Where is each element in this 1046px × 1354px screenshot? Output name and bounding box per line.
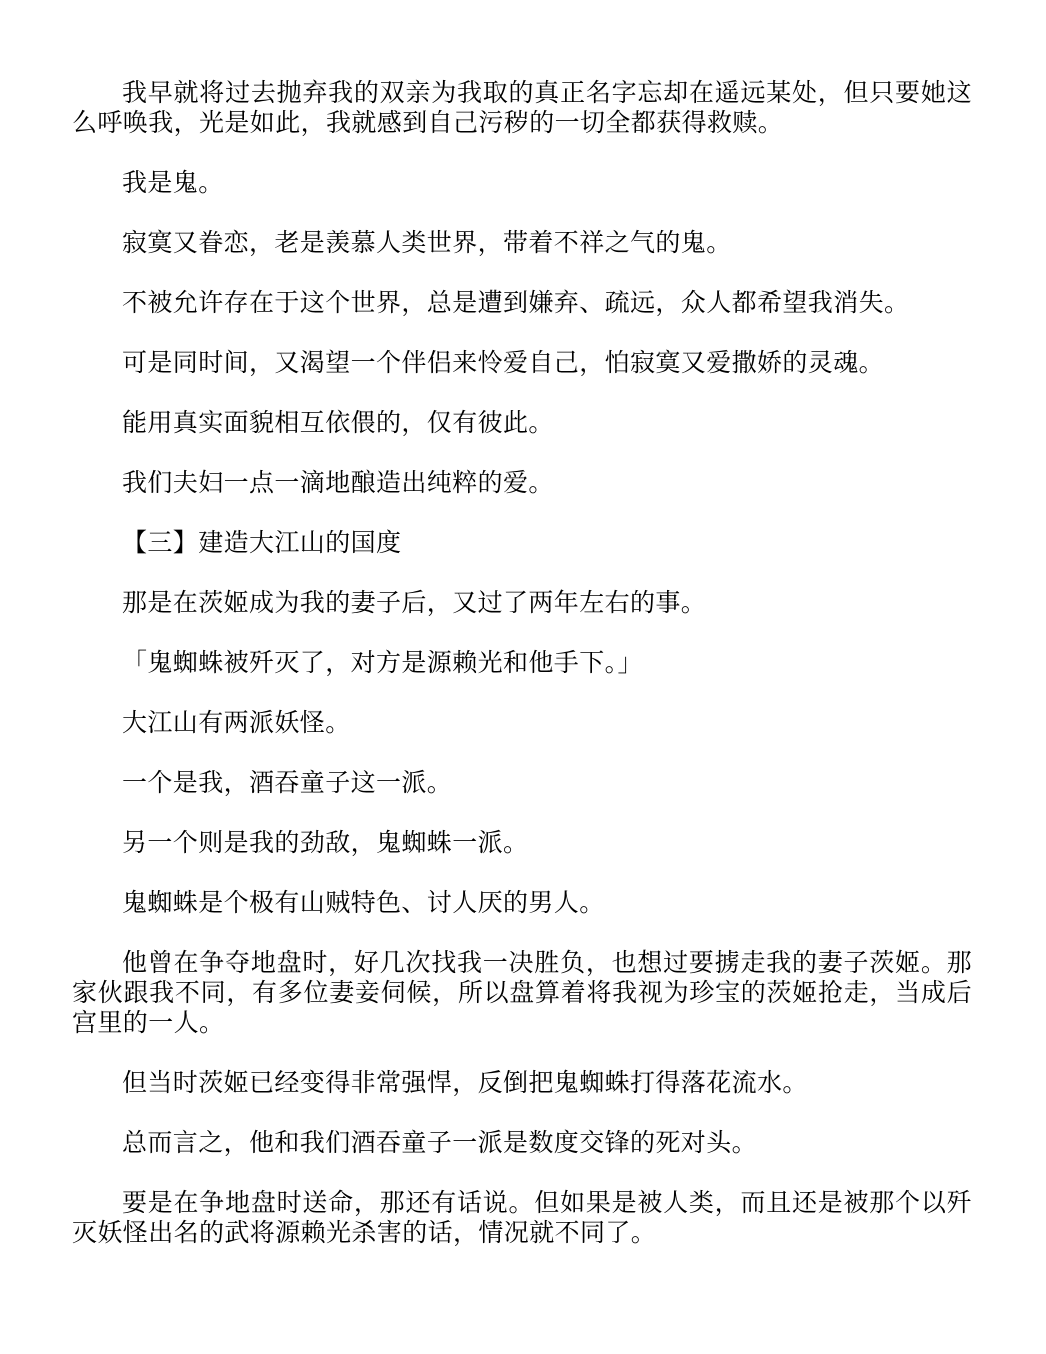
paragraph: 但当时茨姬已经变得非常强悍，反倒把鬼蜘蛛打得落花流水。 xyxy=(122,1068,808,1097)
paragraph: 总而言之，他和我们酒吞童子一派是数度交锋的死对头。 xyxy=(122,1128,758,1157)
dialogue-paragraph: 「鬼蜘蛛被歼灭了，对方是源赖光和他手下。」 xyxy=(122,648,643,677)
paragraph: 那是在茨姬成为我的妻子后，又过了两年左右的事。 xyxy=(122,588,707,617)
paragraph: 大江山有两派妖怪。 xyxy=(122,708,351,737)
paragraph: 他曾在争夺地盘时，好几次找我一决胜负，也想过要掳走我的妻子茨姬。那家伙跟我不同，有多位妻妾伺候，所以盘算着将我视为珍宝的茨姬抢走，当成后宫里的一人。 xyxy=(72,948,972,1037)
paragraph: 我是鬼。 xyxy=(122,168,224,197)
section-heading: 【三】建造大江山的国度 xyxy=(122,528,402,557)
paragraph: 一个是我，酒吞童子这一派。 xyxy=(122,768,453,797)
paragraph: 另一个则是我的劲敌，鬼蜘蛛一派。 xyxy=(122,828,529,857)
paragraph: 要是在争地盘时送命，那还有话说。但如果是被人类，而且还是被那个以歼灭妖怪出名的武将源赖光杀害的话，情况就不同了。 xyxy=(72,1188,972,1247)
document-page xyxy=(72,78,972,1278)
paragraph: 我们夫妇一点一滴地酿造出纯粹的爱。 xyxy=(122,468,554,497)
paragraph: 鬼蜘蛛是个极有山贼特色、讨人厌的男人。 xyxy=(122,888,605,917)
paragraph: 能用真实面貌相互依偎的，仅有彼此。 xyxy=(122,408,554,437)
paragraph: 不被允许存在于这个世界，总是遭到嫌弃、疏远，众人都希望我消失。 xyxy=(122,288,910,317)
paragraph: 可是同时间，又渴望一个伴侣来怜爱自己，怕寂寞又爱撒娇的灵魂。 xyxy=(122,348,885,377)
paragraph: 寂寞又眷恋，老是羡慕人类世界，带着不祥之气的鬼。 xyxy=(122,228,732,257)
paragraph: 我早就将过去抛弃我的双亲为我取的真正名字忘却在遥远某处，但只要她这么呼唤我，光是如此，我就感到自己污秽的一切全都获得救赎。 xyxy=(72,78,972,137)
